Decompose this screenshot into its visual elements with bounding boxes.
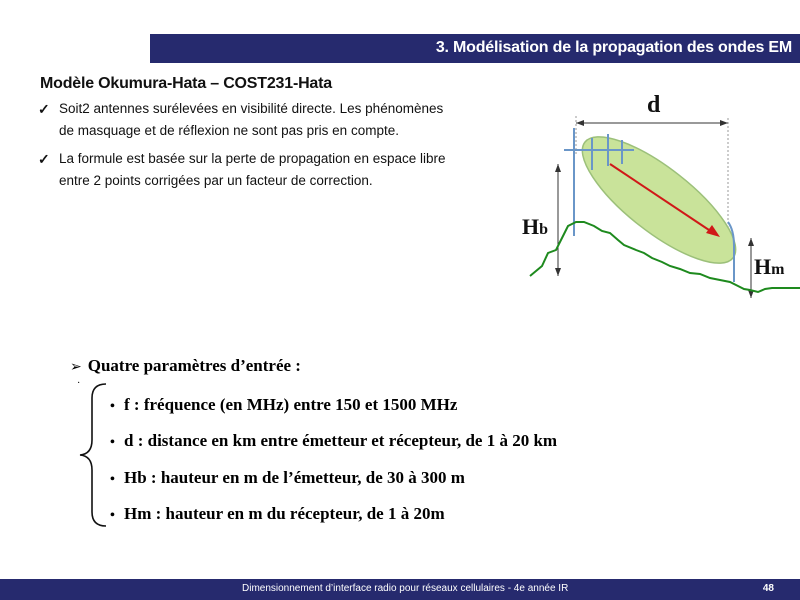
distance-arrow-right: [720, 120, 728, 126]
slide-title: 3. Modélisation de la propagation des ondes EM: [435, 39, 792, 56]
page-number: 48: [762, 583, 774, 594]
footer-text: Dimensionnement d’interface radio pour réseaux cellulaires - 4e année IR: [242, 583, 569, 594]
distance-arrow-left: [576, 120, 584, 126]
parameter-text: f : fréquence (en MHz) entre 150 et 1500 MHz: [124, 395, 458, 414]
hb-arrow-top: [555, 164, 561, 172]
parameter-text: Hb : hauteur en m de l’émetteur, de 30 à 300 m: [124, 468, 465, 487]
parameters-title-text: Quatre paramètres d’entrée :: [87, 356, 301, 375]
bullet-item: [36, 148, 486, 192]
small-dot-icon: ·: [77, 378, 81, 389]
parameters-title: [70, 356, 301, 376]
propagation-diagram: [510, 90, 800, 300]
hm-arrow-top: [748, 238, 754, 246]
checkmark-icon: ✓: [38, 101, 50, 117]
checkmark-icon: ✓: [38, 151, 50, 167]
bullet-line: de masquage et de réflexion ne sont pas pris en compte.: [59, 123, 399, 138]
bullet-line: Soit2 antennes surélevées en visibilité directe. Les phénomènes: [59, 101, 444, 116]
bullet-item: [36, 98, 486, 142]
bullet-dot-icon: •: [110, 399, 115, 414]
parameter-item: [110, 431, 557, 451]
bullet-dot-icon: •: [110, 508, 115, 523]
bullet-dot-icon: •: [110, 472, 115, 487]
parameter-item: [110, 395, 457, 415]
footer-bar: [0, 579, 800, 600]
parameter-text: Hm : hauteur en m du récepteur, de 1 à 20m: [124, 504, 445, 523]
hb-label-main: H: [522, 214, 540, 239]
fresnel-ellipse: [565, 117, 753, 283]
bullet-line: entre 2 points corrigées par un facteur de correction.: [59, 173, 373, 188]
header-bar: [150, 34, 800, 63]
arrow-bullet-icon: ➢: [70, 359, 82, 375]
parameter-text: d : distance en km entre émetteur et récepteur, de 1 à 20 km: [124, 431, 558, 450]
curly-brace-icon: [78, 380, 108, 530]
hb-label-sub: b: [539, 221, 549, 238]
hm-label-main: H: [754, 254, 772, 279]
hm-label: [754, 254, 784, 280]
hb-arrow-bottom: [555, 268, 561, 276]
parameter-item: [110, 504, 445, 524]
hb-label: [522, 214, 548, 240]
hm-label-sub: m: [771, 261, 785, 278]
parameter-item: [110, 468, 465, 488]
section-title: Modèle Okumura-Hata – COST231-Hata: [40, 75, 332, 92]
bullet-dot-icon: •: [110, 435, 115, 450]
bullet-list: [36, 98, 486, 198]
bullet-line: La formule est basée sur la perte de propagation en espace libre: [59, 151, 446, 166]
distance-label: d: [647, 92, 661, 118]
